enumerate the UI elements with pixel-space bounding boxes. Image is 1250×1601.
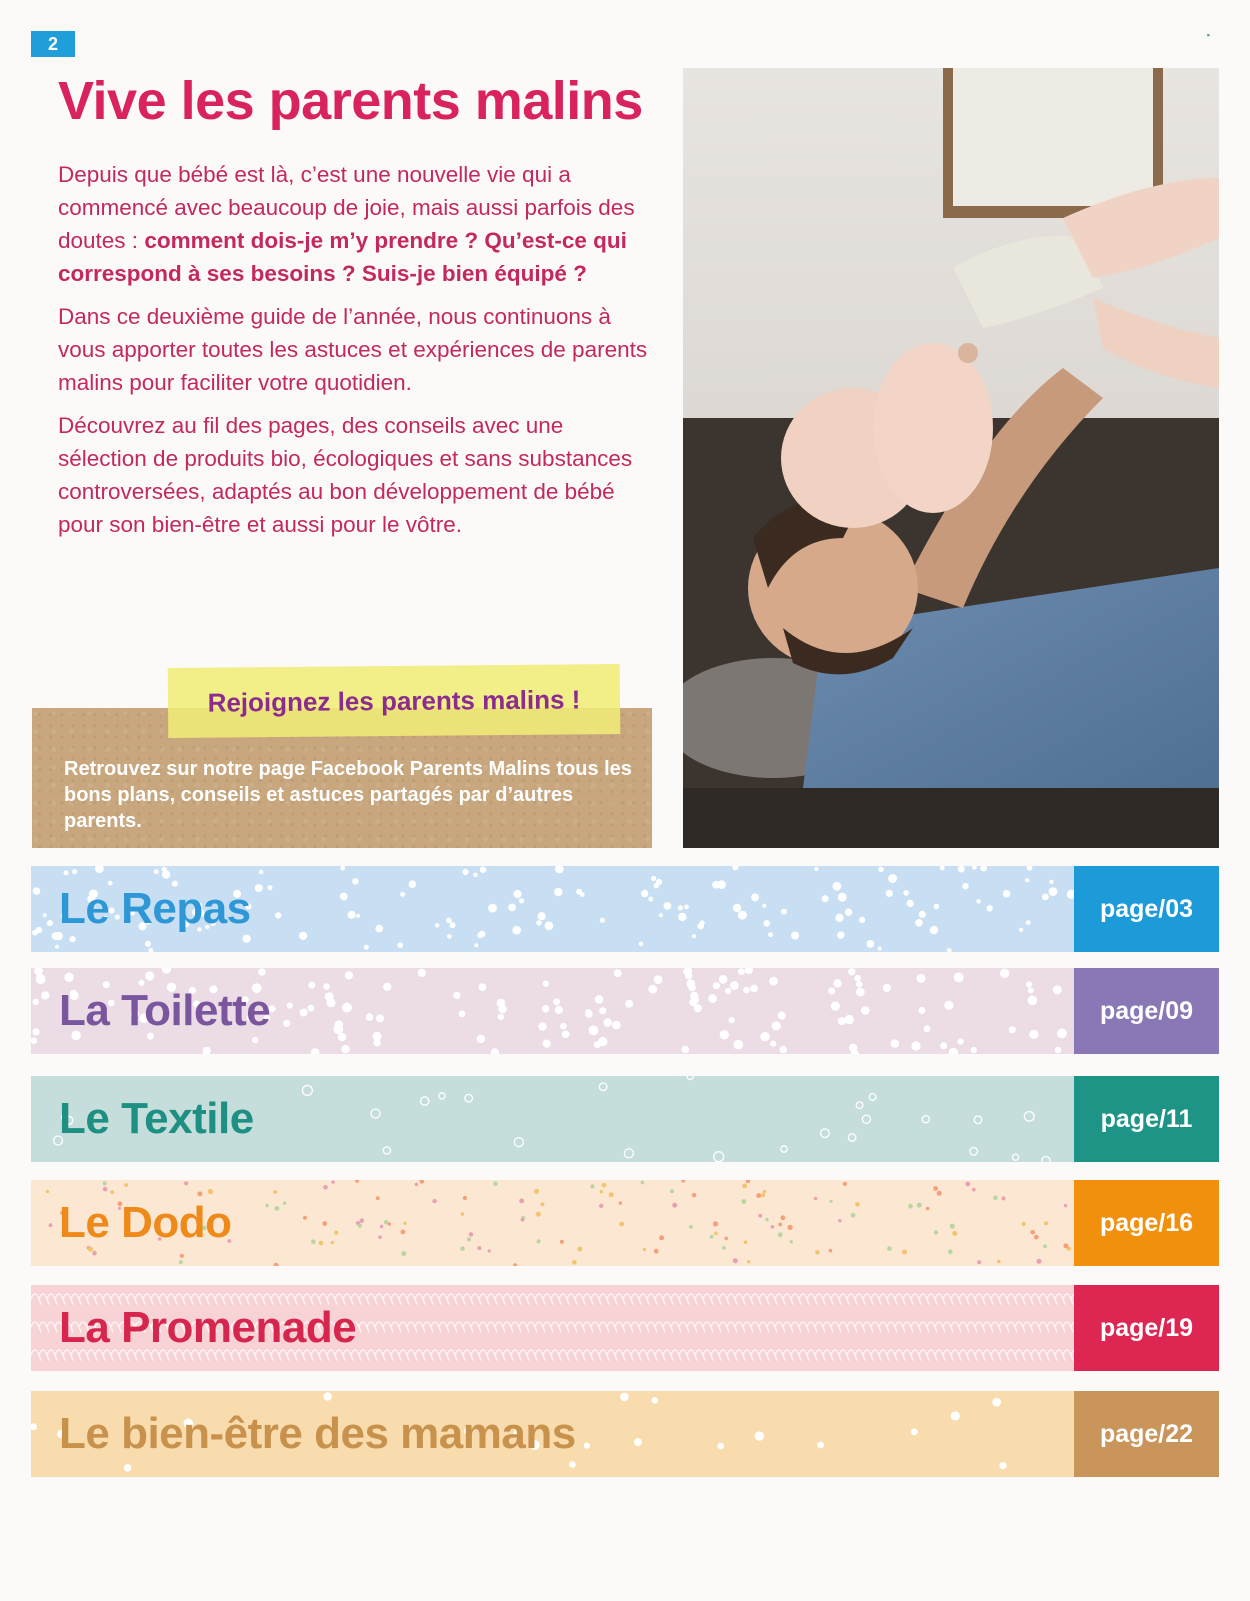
section-title: Le bien-être des mamans — [59, 1409, 576, 1458]
section-title: Le Textile — [59, 1094, 254, 1143]
intro-paragraph-1 — [58, 158, 658, 290]
section-band-3[interactable] — [31, 1076, 1219, 1162]
intro-paragraph-2: Dans ce deuxième guide de l’année, nous continuons à vous apporter toutes les astuces et expériences de parents malins pour faciliter votre quotidien. — [58, 304, 648, 395]
section-band-1[interactable] — [31, 866, 1219, 952]
intro-p1-bold: comment dois-je m’y prendre ? Qu’est-ce qui correspond à ses besoins ? Suis-je bien équipé ? — [58, 228, 627, 286]
section-pattern — [31, 1076, 1074, 1162]
callout-heading: Rejoignez les parents malins ! — [207, 683, 581, 718]
section-page-link[interactable]: page/19 — [1074, 1285, 1219, 1371]
photo-illustration — [683, 68, 1219, 848]
section-page-link[interactable]: page/16 — [1074, 1180, 1219, 1266]
section-title: La Toilette — [59, 986, 271, 1035]
callout-text: Retrouvez sur notre page Facebook Parents Malins tous les bons plans, conseils et astuces partagés par d’autres parents. — [64, 758, 632, 832]
section-title: La Promenade — [59, 1303, 357, 1352]
section-band-2[interactable] — [31, 968, 1219, 1054]
page-number: 2 — [31, 31, 75, 57]
section-pattern — [31, 1285, 1074, 1371]
intro-paragraph-3: Découvrez au fil des pages, des conseils avec une sélection de produits bio, écologiques et sans substances controversées, adaptés au bon développement de bébé pour son bien-être et aussi pour le vôtre. — [58, 413, 633, 537]
intro-p1-normal: Depuis que bébé est là, c’est une nouvelle vie qui a commencé avec beaucoup de joie, mais aussi parfois des doutes : — [58, 162, 635, 253]
section-page-link[interactable]: page/11 — [1074, 1076, 1219, 1162]
section-pattern — [31, 866, 1074, 952]
corner-mark-icon: ▪ — [1206, 30, 1210, 40]
section-pattern — [31, 968, 1074, 1054]
father-baby-photo — [683, 68, 1219, 848]
section-band-6[interactable] — [31, 1391, 1219, 1477]
section-band-4[interactable] — [31, 1180, 1219, 1266]
intro-text — [58, 158, 658, 551]
section-band-5[interactable] — [31, 1285, 1219, 1371]
section-page-link[interactable]: page/09 — [1074, 968, 1219, 1054]
page-title: Vive les parents malins — [58, 71, 643, 131]
section-page-link[interactable]: page/22 — [1074, 1391, 1219, 1477]
section-pattern — [31, 1180, 1074, 1266]
section-page-link[interactable]: page/03 — [1074, 866, 1219, 952]
section-title: Le Repas — [59, 884, 251, 933]
tape-banner — [168, 664, 621, 738]
section-pattern — [31, 1391, 1074, 1477]
section-title: Le Dodo — [59, 1198, 232, 1247]
